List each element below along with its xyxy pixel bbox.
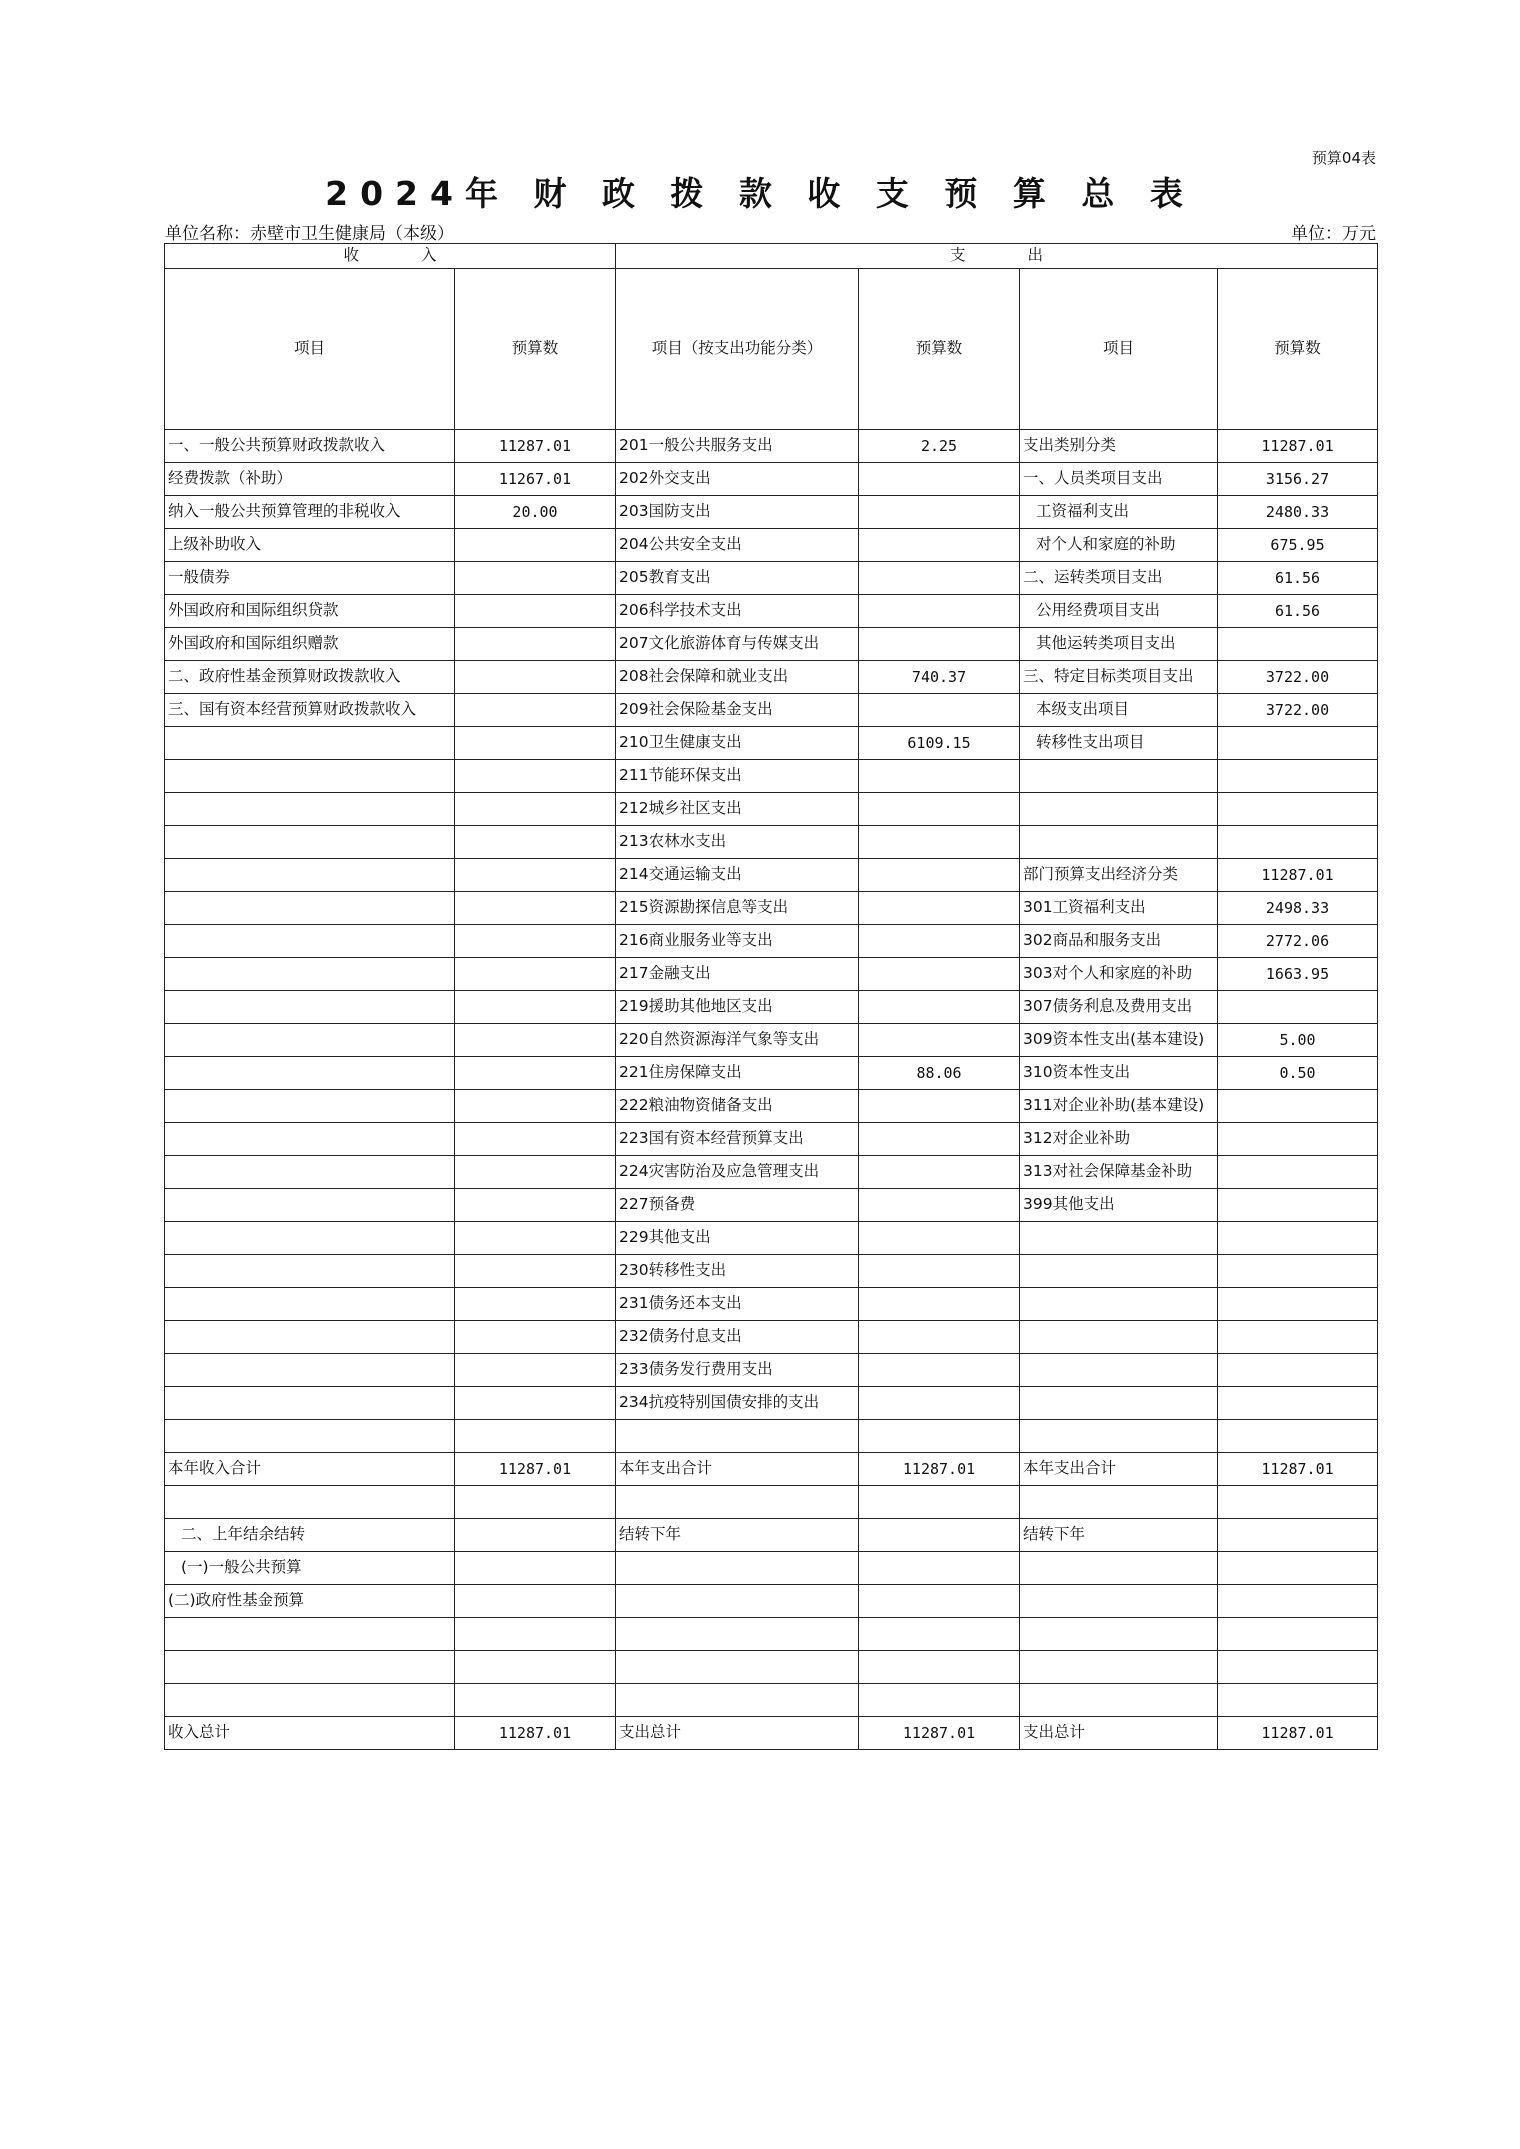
table-row bbox=[165, 925, 1378, 958]
function-amount-cell bbox=[859, 463, 1020, 496]
table-row bbox=[165, 1684, 1378, 1717]
type-item-cell bbox=[1020, 1585, 1218, 1618]
income-amount-cell bbox=[455, 1024, 616, 1057]
type-amount-cell: 2480.33 bbox=[1218, 496, 1378, 529]
income-amount-cell bbox=[455, 826, 616, 859]
type-item-cell: 支出总计 bbox=[1020, 1717, 1218, 1750]
income-item-cell bbox=[165, 826, 455, 859]
type-amount-cell bbox=[1218, 1684, 1378, 1717]
type-amount-cell: 61.56 bbox=[1218, 595, 1378, 628]
type-amount-cell bbox=[1218, 793, 1378, 826]
type-item-cell bbox=[1020, 1651, 1218, 1684]
income-item-cell bbox=[165, 958, 455, 991]
type-item-cell bbox=[1020, 760, 1218, 793]
function-amount-cell bbox=[859, 826, 1020, 859]
function-item-cell bbox=[616, 1585, 859, 1618]
type-item-header: 项目 bbox=[1020, 269, 1218, 430]
unit-label: 单位：万元 bbox=[1291, 224, 1376, 244]
income-amount-cell bbox=[455, 562, 616, 595]
function-amount-header: 预算数 bbox=[859, 269, 1020, 430]
table-row bbox=[165, 529, 1378, 562]
table-row bbox=[165, 1486, 1378, 1519]
table-row bbox=[165, 595, 1378, 628]
function-item-cell: 216商业服务业等支出 bbox=[616, 925, 859, 958]
income-item-cell bbox=[165, 925, 455, 958]
function-amount-cell bbox=[859, 1420, 1020, 1453]
table-row bbox=[165, 1156, 1378, 1189]
income-item-cell bbox=[165, 727, 455, 760]
income-amount-cell: 11287.01 bbox=[455, 430, 616, 463]
income-item-cell bbox=[165, 1486, 455, 1519]
function-item-cell: 217金融支出 bbox=[616, 958, 859, 991]
function-amount-cell bbox=[859, 1354, 1020, 1387]
type-amount-cell bbox=[1218, 1288, 1378, 1321]
function-item-cell: 233债务发行费用支出 bbox=[616, 1354, 859, 1387]
function-amount-cell: 88.06 bbox=[859, 1057, 1020, 1090]
income-item-cell: (二)政府性基金预算 bbox=[165, 1585, 455, 1618]
income-amount-cell bbox=[455, 628, 616, 661]
type-item-cell: 一、人员类项目支出 bbox=[1020, 463, 1218, 496]
function-item-cell: 结转下年 bbox=[616, 1519, 859, 1552]
function-amount-cell bbox=[859, 1585, 1020, 1618]
type-item-cell bbox=[1020, 1420, 1218, 1453]
type-amount-cell bbox=[1218, 1651, 1378, 1684]
type-item-cell: 结转下年 bbox=[1020, 1519, 1218, 1552]
income-amount-cell bbox=[455, 1156, 616, 1189]
table-row bbox=[165, 1387, 1378, 1420]
table-row bbox=[165, 1057, 1378, 1090]
income-item-cell bbox=[165, 991, 455, 1024]
function-amount-cell bbox=[859, 1123, 1020, 1156]
income-item-cell bbox=[165, 1123, 455, 1156]
function-item-cell: 支出总计 bbox=[616, 1717, 859, 1750]
type-item-cell: 313对社会保障基金补助 bbox=[1020, 1156, 1218, 1189]
type-amount-cell: 1663.95 bbox=[1218, 958, 1378, 991]
income-item-cell: 本年收入合计 bbox=[165, 1453, 455, 1486]
income-amount-cell bbox=[455, 892, 616, 925]
income-item-cell bbox=[165, 859, 455, 892]
table-row bbox=[165, 661, 1378, 694]
function-amount-cell bbox=[859, 991, 1020, 1024]
type-item-cell bbox=[1020, 1288, 1218, 1321]
function-item-cell bbox=[616, 1651, 859, 1684]
function-amount-cell bbox=[859, 694, 1020, 727]
income-amount-header: 预算数 bbox=[455, 269, 616, 430]
function-amount-cell: 2.25 bbox=[859, 430, 1020, 463]
income-amount-cell bbox=[455, 1519, 616, 1552]
budget-table bbox=[164, 243, 1378, 1750]
function-amount-cell bbox=[859, 1387, 1020, 1420]
table-row bbox=[165, 958, 1378, 991]
table-row bbox=[165, 694, 1378, 727]
type-item-cell bbox=[1020, 1552, 1218, 1585]
table-row bbox=[165, 1618, 1378, 1651]
function-item-cell: 208社会保障和就业支出 bbox=[616, 661, 859, 694]
type-amount-cell: 11287.01 bbox=[1218, 430, 1378, 463]
income-item-cell bbox=[165, 1420, 455, 1453]
type-item-cell: 本级支出项目 bbox=[1020, 694, 1218, 727]
type-amount-cell: 0.50 bbox=[1218, 1057, 1378, 1090]
function-item-cell: 231债务还本支出 bbox=[616, 1288, 859, 1321]
income-amount-cell bbox=[455, 529, 616, 562]
income-item-cell: 一般债券 bbox=[165, 562, 455, 595]
column-header-row bbox=[165, 269, 1378, 430]
function-item-cell bbox=[616, 1420, 859, 1453]
type-amount-cell bbox=[1218, 760, 1378, 793]
function-amount-cell bbox=[859, 595, 1020, 628]
table-row bbox=[165, 760, 1378, 793]
type-item-cell bbox=[1020, 1321, 1218, 1354]
type-item-cell bbox=[1020, 1255, 1218, 1288]
income-amount-cell bbox=[455, 1123, 616, 1156]
function-item-cell: 202外交支出 bbox=[616, 463, 859, 496]
income-item-cell: 收入总计 bbox=[165, 1717, 455, 1750]
type-item-cell: 310资本性支出 bbox=[1020, 1057, 1218, 1090]
type-amount-cell bbox=[1218, 1585, 1378, 1618]
function-item-cell: 201一般公共服务支出 bbox=[616, 430, 859, 463]
function-item-cell: 204公共安全支出 bbox=[616, 529, 859, 562]
function-item-cell: 227预备费 bbox=[616, 1189, 859, 1222]
table-row bbox=[165, 463, 1378, 496]
function-item-cell: 229其他支出 bbox=[616, 1222, 859, 1255]
type-amount-cell: 3722.00 bbox=[1218, 694, 1378, 727]
income-item-cell: 外国政府和国际组织贷款 bbox=[165, 595, 455, 628]
function-amount-cell bbox=[859, 1651, 1020, 1684]
table-row bbox=[165, 1354, 1378, 1387]
table-row bbox=[165, 793, 1378, 826]
income-amount-cell bbox=[455, 958, 616, 991]
function-amount-cell bbox=[859, 892, 1020, 925]
function-amount-cell bbox=[859, 1156, 1020, 1189]
income-item-cell bbox=[165, 1354, 455, 1387]
income-amount-cell bbox=[455, 1684, 616, 1717]
type-amount-cell: 11287.01 bbox=[1218, 859, 1378, 892]
income-amount-cell bbox=[455, 859, 616, 892]
function-item-header: 项目（按支出功能分类） bbox=[616, 269, 859, 430]
table-code: 预算04表 bbox=[1311, 149, 1376, 167]
table-row bbox=[165, 1453, 1378, 1486]
income-amount-cell bbox=[455, 694, 616, 727]
table-row bbox=[165, 496, 1378, 529]
income-amount-cell bbox=[455, 1255, 616, 1288]
function-amount-cell bbox=[859, 958, 1020, 991]
table-row bbox=[165, 1420, 1378, 1453]
section-header-row bbox=[165, 244, 1378, 269]
type-amount-cell bbox=[1218, 1618, 1378, 1651]
income-amount-cell bbox=[455, 1651, 616, 1684]
income-item-cell bbox=[165, 1090, 455, 1123]
type-amount-cell bbox=[1218, 1420, 1378, 1453]
type-amount-cell: 11287.01 bbox=[1218, 1453, 1378, 1486]
function-item-cell: 209社会保险基金支出 bbox=[616, 694, 859, 727]
income-item-cell bbox=[165, 1651, 455, 1684]
type-item-cell: 本年支出合计 bbox=[1020, 1453, 1218, 1486]
income-amount-cell bbox=[455, 595, 616, 628]
type-item-cell: 309资本性支出(基本建设) bbox=[1020, 1024, 1218, 1057]
type-amount-cell: 675.95 bbox=[1218, 529, 1378, 562]
income-amount-cell bbox=[455, 1387, 616, 1420]
function-amount-cell bbox=[859, 562, 1020, 595]
income-item-cell bbox=[165, 1387, 455, 1420]
income-item-cell: 二、政府性基金预算财政拨款收入 bbox=[165, 661, 455, 694]
type-item-cell: 部门预算支出经济分类 bbox=[1020, 859, 1218, 892]
type-item-cell: 302商品和服务支出 bbox=[1020, 925, 1218, 958]
table-row bbox=[165, 1519, 1378, 1552]
table-row bbox=[165, 1189, 1378, 1222]
income-item-header: 项目 bbox=[165, 269, 455, 430]
function-item-cell: 219援助其他地区支出 bbox=[616, 991, 859, 1024]
function-item-cell: 234抗疫特别国债安排的支出 bbox=[616, 1387, 859, 1420]
table-row bbox=[165, 1024, 1378, 1057]
type-item-cell: 对个人和家庭的补助 bbox=[1020, 529, 1218, 562]
function-item-cell: 223国有资本经营预算支出 bbox=[616, 1123, 859, 1156]
type-amount-cell bbox=[1218, 1354, 1378, 1387]
type-item-cell bbox=[1020, 1486, 1218, 1519]
function-item-cell: 203国防支出 bbox=[616, 496, 859, 529]
table-row bbox=[165, 859, 1378, 892]
function-item-cell: 211节能环保支出 bbox=[616, 760, 859, 793]
function-amount-cell bbox=[859, 1552, 1020, 1585]
income-item-cell bbox=[165, 1156, 455, 1189]
function-amount-cell bbox=[859, 496, 1020, 529]
income-item-cell: 二、上年结余结转 bbox=[165, 1519, 455, 1552]
type-amount-cell: 3156.27 bbox=[1218, 463, 1378, 496]
type-amount-cell: 61.56 bbox=[1218, 562, 1378, 595]
type-amount-cell bbox=[1218, 1189, 1378, 1222]
income-item-cell: 三、国有资本经营预算财政拨款收入 bbox=[165, 694, 455, 727]
income-item-cell bbox=[165, 1618, 455, 1651]
income-amount-cell bbox=[455, 661, 616, 694]
type-amount-cell: 5.00 bbox=[1218, 1024, 1378, 1057]
function-item-cell: 220自然资源海洋气象等支出 bbox=[616, 1024, 859, 1057]
type-amount-cell bbox=[1218, 1486, 1378, 1519]
income-amount-cell bbox=[455, 1288, 616, 1321]
type-item-cell: 三、特定目标类项目支出 bbox=[1020, 661, 1218, 694]
type-amount-cell bbox=[1218, 1156, 1378, 1189]
function-amount-cell bbox=[859, 1090, 1020, 1123]
type-item-cell bbox=[1020, 1684, 1218, 1717]
function-item-cell: 230转移性支出 bbox=[616, 1255, 859, 1288]
function-item-cell bbox=[616, 1486, 859, 1519]
function-amount-cell bbox=[859, 760, 1020, 793]
income-item-cell bbox=[165, 1057, 455, 1090]
type-item-cell: 转移性支出项目 bbox=[1020, 727, 1218, 760]
function-amount-cell: 740.37 bbox=[859, 661, 1020, 694]
function-amount-cell bbox=[859, 1024, 1020, 1057]
type-item-cell bbox=[1020, 826, 1218, 859]
income-amount-cell: 11267.01 bbox=[455, 463, 616, 496]
income-amount-cell bbox=[455, 1552, 616, 1585]
income-item-cell: 经费拨款（补助） bbox=[165, 463, 455, 496]
income-item-cell bbox=[165, 760, 455, 793]
type-amount-cell bbox=[1218, 1090, 1378, 1123]
type-item-cell: 311对企业补助(基本建设) bbox=[1020, 1090, 1218, 1123]
table-row bbox=[165, 430, 1378, 463]
function-amount-cell bbox=[859, 1222, 1020, 1255]
type-item-cell: 二、运转类项目支出 bbox=[1020, 562, 1218, 595]
income-amount-cell bbox=[455, 1585, 616, 1618]
type-item-cell: 301工资福利支出 bbox=[1020, 892, 1218, 925]
type-item-cell: 支出类别分类 bbox=[1020, 430, 1218, 463]
type-amount-cell bbox=[1218, 991, 1378, 1024]
income-amount-cell bbox=[455, 1189, 616, 1222]
function-item-cell: 222粮油物资储备支出 bbox=[616, 1090, 859, 1123]
type-amount-cell bbox=[1218, 727, 1378, 760]
income-amount-cell bbox=[455, 760, 616, 793]
table-row bbox=[165, 1123, 1378, 1156]
function-amount-cell bbox=[859, 1519, 1020, 1552]
unit-name: 单位名称：赤壁市卫生健康局（本级） bbox=[165, 224, 454, 244]
type-item-cell: 其他运转类项目支出 bbox=[1020, 628, 1218, 661]
income-item-cell: 上级补助收入 bbox=[165, 529, 455, 562]
income-amount-cell bbox=[455, 1618, 616, 1651]
function-amount-cell bbox=[859, 1288, 1020, 1321]
function-item-cell: 212城乡社区支出 bbox=[616, 793, 859, 826]
function-item-cell bbox=[616, 1552, 859, 1585]
function-amount-cell bbox=[859, 1255, 1020, 1288]
table-row bbox=[165, 1651, 1378, 1684]
function-item-cell bbox=[616, 1618, 859, 1651]
type-item-cell bbox=[1020, 1387, 1218, 1420]
income-amount-cell bbox=[455, 1420, 616, 1453]
table-row bbox=[165, 1552, 1378, 1585]
function-amount-cell bbox=[859, 1684, 1020, 1717]
function-amount-cell: 11287.01 bbox=[859, 1717, 1020, 1750]
income-amount-cell: 11287.01 bbox=[455, 1717, 616, 1750]
type-item-cell: 399其他支出 bbox=[1020, 1189, 1218, 1222]
table-row bbox=[165, 826, 1378, 859]
type-amount-header: 预算数 bbox=[1218, 269, 1378, 430]
function-amount-cell bbox=[859, 1189, 1020, 1222]
type-amount-cell bbox=[1218, 1552, 1378, 1585]
type-amount-cell bbox=[1218, 1255, 1378, 1288]
income-item-cell bbox=[165, 1288, 455, 1321]
table-row bbox=[165, 628, 1378, 661]
income-item-cell bbox=[165, 892, 455, 925]
type-item-cell: 工资福利支出 bbox=[1020, 496, 1218, 529]
function-amount-cell bbox=[859, 1321, 1020, 1354]
income-amount-cell bbox=[455, 727, 616, 760]
type-item-cell bbox=[1020, 1354, 1218, 1387]
income-item-cell bbox=[165, 1024, 455, 1057]
type-item-cell: 公用经费项目支出 bbox=[1020, 595, 1218, 628]
table-row bbox=[165, 1090, 1378, 1123]
function-item-cell: 205教育支出 bbox=[616, 562, 859, 595]
income-amount-cell bbox=[455, 1354, 616, 1387]
income-item-cell bbox=[165, 1255, 455, 1288]
income-amount-cell: 20.00 bbox=[455, 496, 616, 529]
income-amount-cell bbox=[455, 1486, 616, 1519]
table-row bbox=[165, 1288, 1378, 1321]
type-amount-cell bbox=[1218, 826, 1378, 859]
function-amount-cell: 11287.01 bbox=[859, 1453, 1020, 1486]
income-item-cell: 一、一般公共预算财政拨款收入 bbox=[165, 430, 455, 463]
table-row bbox=[165, 1585, 1378, 1618]
income-amount-cell bbox=[455, 925, 616, 958]
type-amount-cell bbox=[1218, 1387, 1378, 1420]
function-amount-cell bbox=[859, 925, 1020, 958]
income-amount-cell: 11287.01 bbox=[455, 1453, 616, 1486]
income-item-cell: (一)一般公共预算 bbox=[165, 1552, 455, 1585]
function-amount-cell bbox=[859, 859, 1020, 892]
type-item-cell bbox=[1020, 1222, 1218, 1255]
income-amount-cell bbox=[455, 1057, 616, 1090]
function-amount-cell bbox=[859, 529, 1020, 562]
income-item-cell: 纳入一般公共预算管理的非税收入 bbox=[165, 496, 455, 529]
income-item-cell bbox=[165, 1684, 455, 1717]
table-row bbox=[165, 1255, 1378, 1288]
type-amount-cell bbox=[1218, 1321, 1378, 1354]
income-amount-cell bbox=[455, 793, 616, 826]
table-row bbox=[165, 892, 1378, 925]
type-amount-cell: 2772.06 bbox=[1218, 925, 1378, 958]
income-item-cell bbox=[165, 1321, 455, 1354]
type-item-cell: 312对企业补助 bbox=[1020, 1123, 1218, 1156]
function-amount-cell bbox=[859, 628, 1020, 661]
table-row bbox=[165, 1321, 1378, 1354]
type-amount-cell: 2498.33 bbox=[1218, 892, 1378, 925]
type-item-cell bbox=[1020, 793, 1218, 826]
page-title: 2024年 财 政 拨 款 收 支 预 算 总 表 bbox=[325, 174, 1195, 213]
type-amount-cell bbox=[1218, 1222, 1378, 1255]
income-amount-cell bbox=[455, 1090, 616, 1123]
type-item-cell bbox=[1020, 1618, 1218, 1651]
type-item-cell: 307债务利息及费用支出 bbox=[1020, 991, 1218, 1024]
type-amount-cell: 3722.00 bbox=[1218, 661, 1378, 694]
type-item-cell: 303对个人和家庭的补助 bbox=[1020, 958, 1218, 991]
income-item-cell bbox=[165, 1189, 455, 1222]
function-item-cell: 232债务付息支出 bbox=[616, 1321, 859, 1354]
function-item-cell: 本年支出合计 bbox=[616, 1453, 859, 1486]
table-row bbox=[165, 1717, 1378, 1750]
function-item-cell bbox=[616, 1684, 859, 1717]
table-row bbox=[165, 1222, 1378, 1255]
table-row bbox=[165, 562, 1378, 595]
type-amount-cell bbox=[1218, 1123, 1378, 1156]
table-row bbox=[165, 991, 1378, 1024]
type-amount-cell bbox=[1218, 628, 1378, 661]
function-amount-cell: 6109.15 bbox=[859, 727, 1020, 760]
type-amount-cell: 11287.01 bbox=[1218, 1717, 1378, 1750]
function-item-cell: 215资源勘探信息等支出 bbox=[616, 892, 859, 925]
expense-section-label: 支 出 bbox=[616, 244, 1378, 269]
function-item-cell: 213农林水支出 bbox=[616, 826, 859, 859]
function-item-cell: 210卫生健康支出 bbox=[616, 727, 859, 760]
function-amount-cell bbox=[859, 793, 1020, 826]
income-item-cell bbox=[165, 1222, 455, 1255]
income-item-cell bbox=[165, 793, 455, 826]
income-item-cell: 外国政府和国际组织赠款 bbox=[165, 628, 455, 661]
income-amount-cell bbox=[455, 991, 616, 1024]
function-item-cell: 221住房保障支出 bbox=[616, 1057, 859, 1090]
function-item-cell: 207文化旅游体育与传媒支出 bbox=[616, 628, 859, 661]
income-section-label: 收 入 bbox=[165, 244, 616, 269]
function-amount-cell bbox=[859, 1486, 1020, 1519]
function-amount-cell bbox=[859, 1618, 1020, 1651]
table-row bbox=[165, 727, 1378, 760]
function-item-cell: 206科学技术支出 bbox=[616, 595, 859, 628]
function-item-cell: 224灾害防治及应急管理支出 bbox=[616, 1156, 859, 1189]
income-amount-cell bbox=[455, 1321, 616, 1354]
type-amount-cell bbox=[1218, 1519, 1378, 1552]
income-amount-cell bbox=[455, 1222, 616, 1255]
function-item-cell: 214交通运输支出 bbox=[616, 859, 859, 892]
